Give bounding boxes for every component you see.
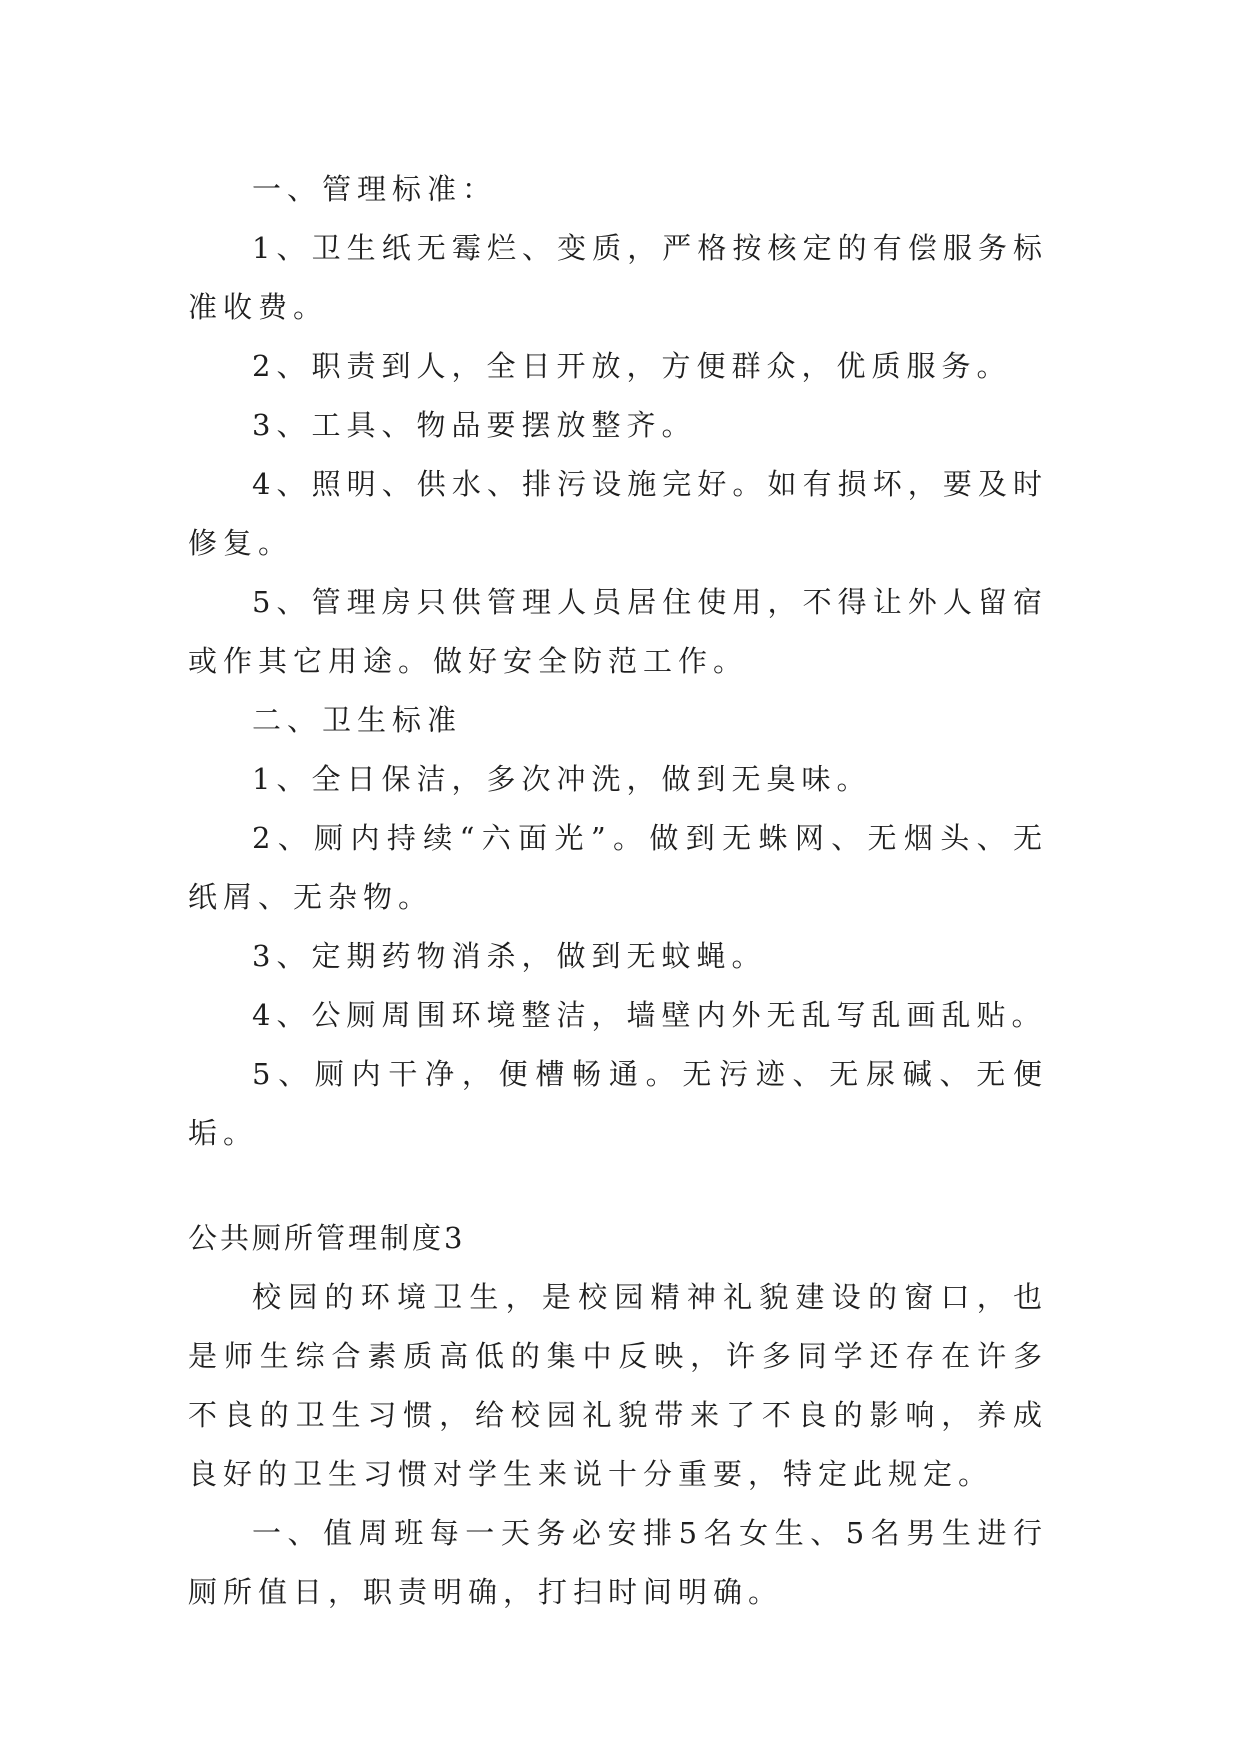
paragraph-item: 4、公厕周围环境整洁，墙壁内外无乱写乱画乱贴。: [252, 998, 1047, 1032]
paragraph-item: 2、职责到人，全日开放，方便群众，优质服务。: [252, 349, 1012, 383]
paragraph-item: 一、值周班每一天务必安排5名女生、5名男生进行厕所值日，职责明确，打扫时间明确。: [188, 1516, 1048, 1609]
heading-management-standards: 一、管理标准：: [252, 172, 498, 206]
paragraph-item: 2、厕内持续“六面光”。做到无蛛网、无烟头、无纸屑、无杂物。: [188, 821, 1048, 914]
document-body: [188, 160, 1048, 1622]
section-spacer: [188, 1163, 1048, 1209]
paragraph-intro: 校园的环境卫生，是校园精神礼貌建设的窗口，也是师生综合素质高低的集中反映，许多同学还存在许多不良的卫生习惯，给校园礼貌带来了不良的影响，养成良好的卫生习惯对学生来说十分重要，特定此规定。: [188, 1280, 1048, 1491]
paragraph-item: 3、工具、物品要摆放整齐。: [252, 408, 697, 442]
paragraph-item: 1、卫生纸无霉烂、变质，严格按核定的有偿服务标准收费。: [188, 231, 1048, 324]
paragraph-item: 3、定期药物消杀，做到无蚊蝇。: [252, 939, 767, 973]
paragraph-item: 1、全日保洁，多次冲洗，做到无臭味。: [252, 762, 872, 796]
paragraph-item: 5、厕内干净，便槽畅通。无污迹、无尿碱、无便垢。: [188, 1057, 1048, 1150]
paragraph-item: 5、管理房只供管理人员居住使用，不得让外人留宿或作其它用途。做好安全防范工作。: [188, 585, 1048, 678]
heading-hygiene-standards: 二、卫生标准: [252, 703, 463, 737]
paragraph-item: 4、照明、供水、排污设施完好。如有损坏，要及时修复。: [188, 467, 1048, 560]
section-title: 公共厕所管理制度3: [188, 1221, 466, 1255]
